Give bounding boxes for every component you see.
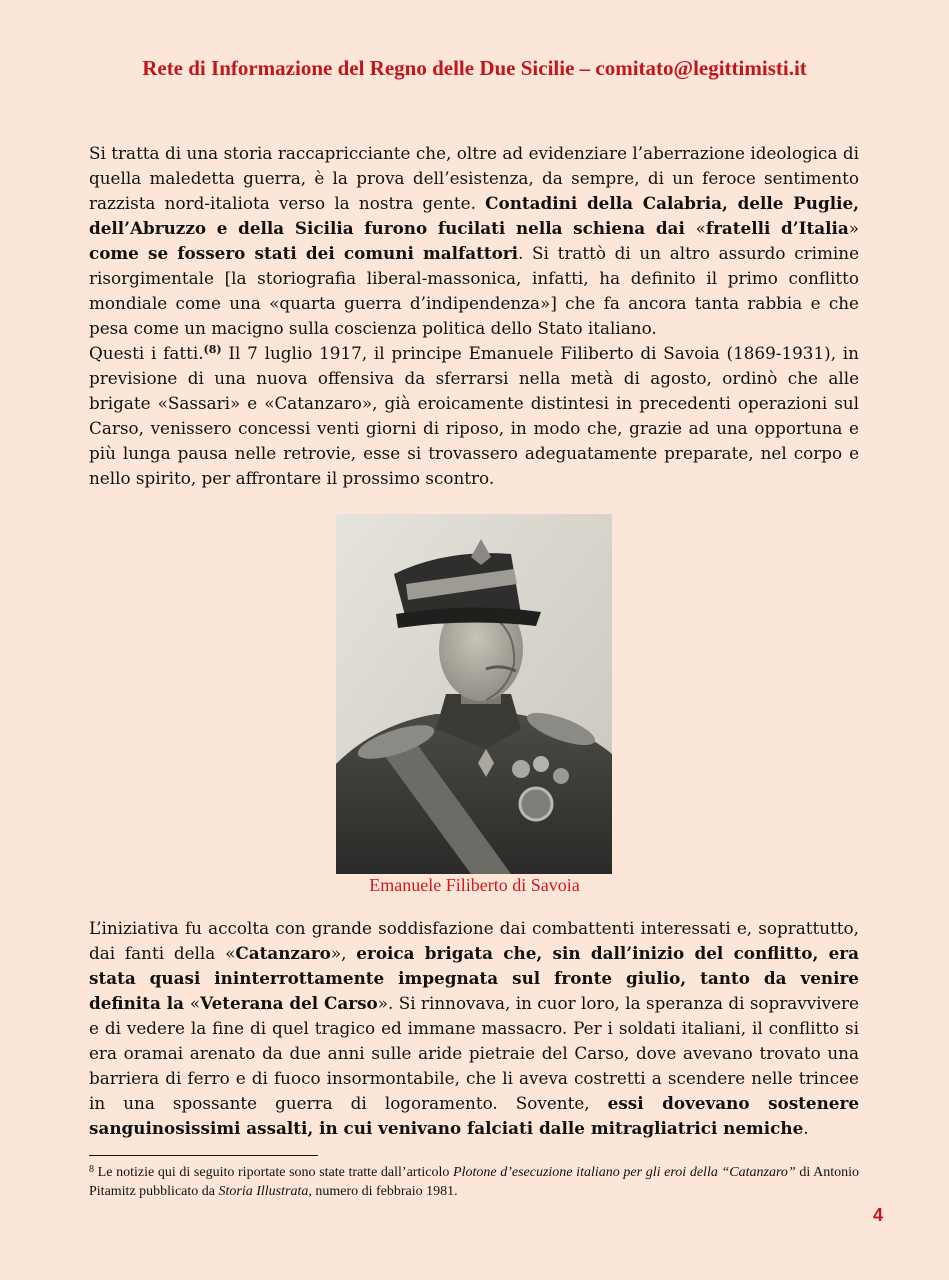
footnote — [89, 1163, 859, 1201]
bold-run: essi dovevano sostenere sanguinosissimi assalti, in cui venivano falciati dalle mitragliatrici nemiche — [89, 1093, 859, 1138]
portrait-illustration — [336, 514, 612, 874]
text-run: Il 7 luglio 1917, il principe Emanuele Filiberto di Savoia (1869-1931), in previsione di una nuova offensiva da sferrarsi nella metà di agosto, ordinò che alle brigate «Sassari» e «Catanzaro», già eroicamente distintesi in precedenti operazioni sul Carso, venissero concessi venti giorni di riposo, in modo che, grazie ad una opportuna e più lunga pausa nelle retrovie, esse si trovassero adeguatamente preparate, nel corpo e nello spirito, per affrontare il prossimo scontro. — [89, 343, 859, 488]
text-run: Si tratta di una storia raccapricciante che, oltre ad evidenziare l’aberrazione ideologica di quella maledetta guerra, è la prova dell’esistenza, da sempre, di un feroce sentimento razzista nord-italiota verso la nostra gente. — [89, 143, 859, 213]
bold-run: fratelli d’Italia — [705, 218, 849, 238]
text-run: « — [695, 218, 706, 238]
text-run: di Antonio Pitamitz pubblicato da — [89, 1165, 859, 1199]
portrait-photo — [336, 514, 612, 874]
text-run: Le notizie qui di seguito riportate sono state tratte dall’articolo — [94, 1165, 454, 1180]
body-text-continued — [89, 916, 859, 1141]
page-number: 4 — [872, 1205, 883, 1225]
bold-run: come se fossero stati dei comuni malfattori — [89, 243, 519, 263]
italic-run: Plotone d’esecuzione italiano per gli eroi della “Catanzaro” — [453, 1165, 796, 1180]
footnote-reference[interactable]: (8) — [203, 343, 222, 356]
footnote-divider — [89, 1155, 318, 1156]
bold-run: eroica brigata che, sin dall’inizio del conflitto, era stata quasi ininterrottamente impegnata sul fronte giulio, tanto da venire definita la — [89, 943, 860, 1013]
paragraph-2 — [89, 341, 859, 491]
text-run: L’iniziativa fu accolta con grande soddisfazione dai combattenti interessati e, soprattutto, dai fanti della « — [89, 918, 859, 963]
text-run: . — [803, 1118, 809, 1138]
text-run: ». Si rinnovava, in cuor loro, la speranza di sopravvivere e di vedere la fine di quel tragico ed immane massacro. Per i soldati italiani, il conflitto si era oramai arenato da due anni sulle aride pietraie del Carso, dove avevano trovato una barriera di ferro e di fuoco insormontabile, che li aveva costretti a scendere nelle trincee in una spossante guerra di logoramento. Sovente, — [89, 993, 859, 1113]
figure-caption: Emanuele Filiberto di Savoia — [369, 875, 580, 895]
page-header: Rete di Informazione del Regno delle Due Sicilie – comitato@legittimisti.it — [142, 56, 807, 80]
body-text — [89, 141, 859, 491]
text-run: . Si trattò di un altro assurdo crimine risorgimentale [la storiografia liberal-massonica, infatti, ha definito il primo conflitto mondiale come una «quarta guerra d’indipendenza»] che fa ancora tanta rabbia e che pesa come un macigno sulla coscienza politica dello Stato italiano. — [89, 243, 859, 338]
bold-run: Catanzaro — [235, 943, 331, 963]
italic-run: Storia Illustrata — [218, 1184, 309, 1199]
text-run: « — [189, 993, 201, 1013]
bold-run: Veterana del Carso — [200, 993, 378, 1013]
text-run: » — [848, 218, 859, 238]
text-run: Questi i fatti. — [89, 343, 204, 363]
paragraph-3 — [89, 916, 859, 1141]
paragraph-1 — [89, 141, 859, 341]
text-run: », — [330, 943, 357, 963]
bold-run: Contadini della Calabria, delle Puglie, dell’Abruzzo e della Sicilia furono fucilati nella schiena dai — [89, 193, 859, 238]
text-run: , numero di febbraio 1981. — [308, 1184, 458, 1199]
footnote-number: 8 — [89, 1164, 94, 1175]
